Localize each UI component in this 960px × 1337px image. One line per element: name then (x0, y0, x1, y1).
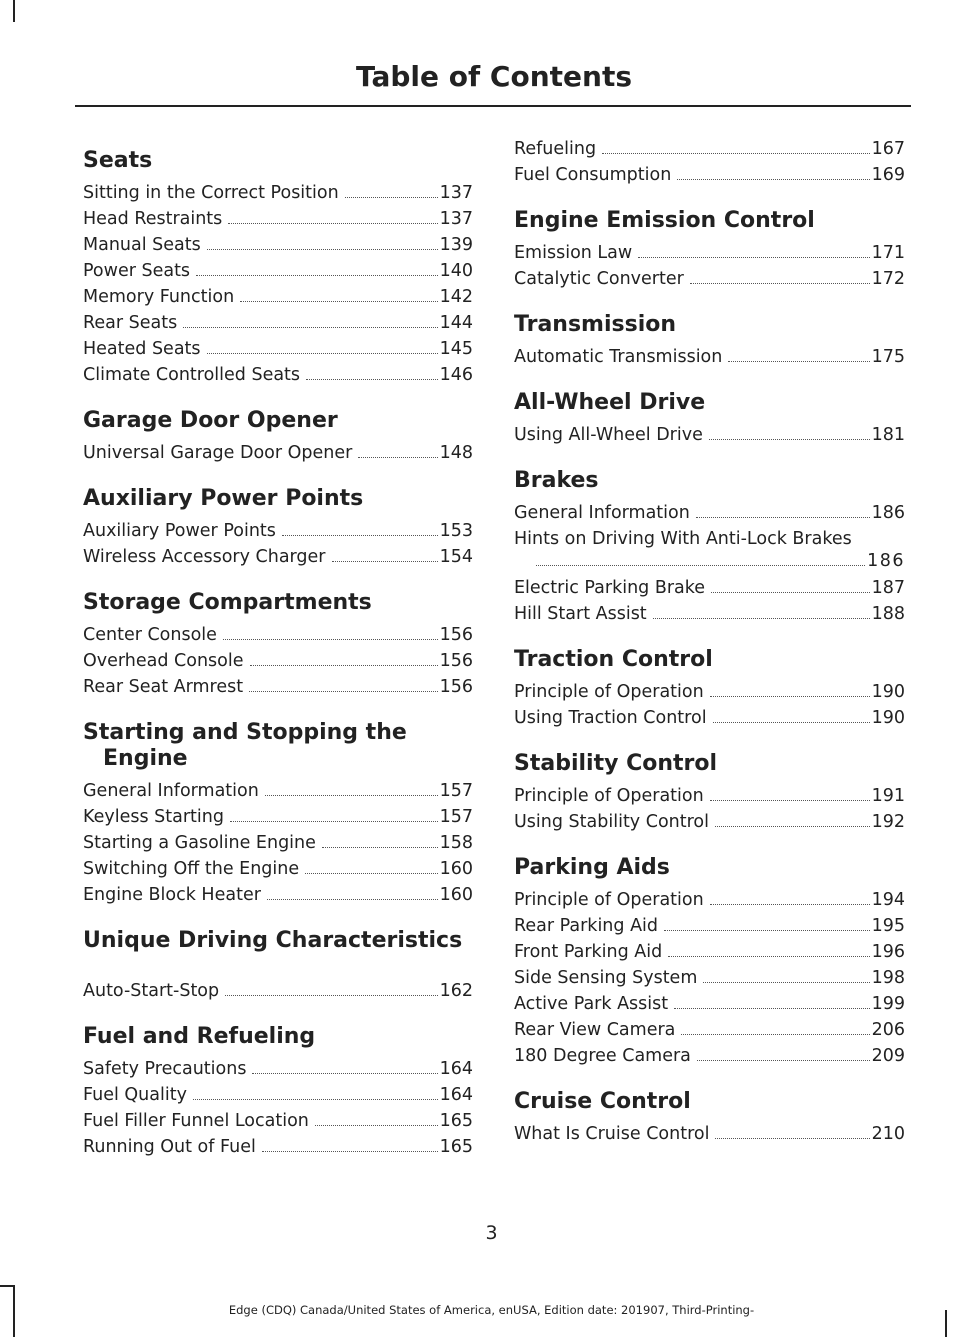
toc-entry[interactable] (514, 1043, 905, 1069)
section-heading: Parking Aids (514, 855, 670, 880)
entry-label: Fuel Consumption (514, 165, 672, 185)
entry-label: Starting a Gasoline Engine (83, 833, 316, 853)
toc-entry[interactable] (83, 648, 473, 674)
entry-page: 190 (871, 708, 905, 728)
section-heading: Traction Control (514, 647, 713, 672)
toc-entry[interactable] (514, 575, 905, 601)
dot-leader (710, 696, 870, 697)
toc-entry[interactable] (514, 783, 905, 809)
dot-leader (711, 592, 870, 593)
toc-entry[interactable] (83, 1056, 473, 1082)
entry-page: 191 (871, 786, 905, 806)
entry-label: Universal Garage Door Opener (83, 443, 353, 463)
section-heading: Fuel and Refueling (83, 1024, 316, 1049)
entry-page: 210 (871, 1124, 905, 1144)
entry-label: Auxiliary Power Points (83, 521, 276, 541)
entry-label: Keyless Starting (83, 807, 224, 827)
dot-leader (703, 982, 869, 983)
toc-entry[interactable] (514, 991, 905, 1017)
dot-leader (207, 353, 438, 354)
section-heading: Auxiliary Power Points (83, 486, 364, 511)
entry-label: Rear Seat Armrest (83, 677, 244, 697)
dot-leader (681, 1034, 869, 1035)
page-number: 3 (485, 1222, 498, 1244)
toc-right-column (514, 136, 905, 1147)
dot-leader (249, 691, 437, 692)
toc-entry[interactable] (83, 180, 473, 206)
toc-entry[interactable] (83, 440, 473, 466)
toc-entry[interactable] (514, 913, 905, 939)
entry-label: Side Sensing System (514, 968, 698, 988)
entry-page: 172 (871, 269, 905, 289)
dot-leader (715, 826, 870, 827)
entry-label: General Information (83, 781, 259, 801)
toc-entry[interactable] (514, 1017, 905, 1043)
entry-label: Power Seats (83, 261, 191, 281)
toc-entry[interactable] (83, 856, 473, 882)
footer-edition-text: Edge (CDQ) Canada/United States of America, enUSA, Edition date: 201907, Third-Printing- (228, 1303, 755, 1317)
toc-entry[interactable] (83, 362, 473, 388)
dot-leader (332, 561, 438, 562)
entry-page: 196 (871, 942, 905, 962)
dot-leader (536, 565, 865, 566)
entry-page: 186 (867, 551, 905, 571)
dot-leader (306, 379, 438, 380)
entry-page: 167 (871, 139, 905, 159)
dot-leader (267, 899, 438, 900)
entry-label: Using Stability Control (514, 812, 709, 832)
toc-section (514, 312, 905, 370)
entry-page: 164 (439, 1059, 473, 1079)
toc-entry[interactable] (514, 705, 905, 731)
toc-entry[interactable] (83, 1108, 473, 1134)
entry-page: 160 (439, 859, 473, 879)
toc-entry[interactable] (83, 518, 473, 544)
section-heading: Starting and Stopping the Engine (83, 720, 407, 771)
entry-label: Fuel Filler Funnel Location (83, 1111, 309, 1131)
toc-entry[interactable] (83, 804, 473, 830)
entry-label: 180 Degree Camera (514, 1046, 691, 1066)
dot-leader (710, 904, 870, 905)
dot-leader (282, 535, 438, 536)
toc-section (514, 647, 905, 731)
dot-leader (196, 275, 438, 276)
toc-entry[interactable] (514, 422, 905, 448)
entry-page: 139 (439, 235, 473, 255)
entry-leader-line (514, 550, 905, 572)
dot-leader (315, 1125, 438, 1126)
entry-label: Sitting in the Correct Position (83, 183, 339, 203)
entry-label: Head Restraints (83, 209, 223, 229)
page-title: Table of Contents (355, 60, 632, 93)
entry-label: Safety Precautions (83, 1059, 247, 1079)
section-heading: Transmission (514, 312, 677, 337)
dot-leader (709, 439, 870, 440)
entry-label: Auto-Start-Stop (83, 981, 220, 1001)
dot-leader (697, 1060, 870, 1061)
toc-left-column (83, 136, 473, 1160)
dot-leader (250, 665, 438, 666)
entry-page: 156 (439, 651, 473, 671)
entry-page: 160 (439, 885, 473, 905)
toc-section (514, 208, 905, 292)
entry-page: 199 (871, 994, 905, 1014)
toc-section (514, 751, 905, 835)
toc-entry[interactable] (514, 528, 905, 572)
entry-label: Manual Seats (83, 235, 201, 255)
dot-leader (223, 639, 438, 640)
entry-label: Switching Off the Engine (83, 859, 300, 879)
entry-label: Catalytic Converter (514, 269, 684, 289)
dot-leader (653, 618, 870, 619)
section-heading: Engine Emission Control (514, 208, 815, 233)
entry-page: 156 (439, 625, 473, 645)
entry-page: 165 (439, 1111, 473, 1131)
crop-mark-bottom-left-h (0, 1285, 15, 1287)
toc-entry[interactable] (83, 206, 473, 232)
entry-label: What Is Cruise Control (514, 1124, 710, 1144)
toc-section (83, 720, 473, 908)
toc-entry[interactable] (514, 965, 905, 991)
toc-section (83, 928, 473, 1004)
entry-page: 140 (439, 261, 473, 281)
dot-leader (715, 1138, 869, 1139)
section-heading: All-Wheel Drive (514, 390, 706, 415)
entry-label: Rear Seats (83, 313, 178, 333)
dot-leader (225, 995, 437, 996)
toc-section (514, 468, 905, 627)
entry-page: 192 (871, 812, 905, 832)
entry-page: 137 (439, 183, 473, 203)
entry-page: 206 (871, 1020, 905, 1040)
entry-page: 198 (871, 968, 905, 988)
entry-label: Hill Start Assist (514, 604, 647, 624)
toc-entry[interactable] (514, 601, 905, 627)
toc-entry[interactable] (514, 679, 905, 705)
entry-label: Principle of Operation (514, 786, 704, 806)
entry-page: 169 (871, 165, 905, 185)
entry-label: Hints on Driving With Anti-Lock Brakes (514, 529, 852, 549)
toc-entry[interactable] (83, 778, 473, 804)
dot-leader (262, 1151, 438, 1152)
dot-leader (193, 1099, 438, 1100)
dot-leader (305, 873, 437, 874)
entry-label: Running Out of Fuel (83, 1137, 256, 1157)
entry-label: Heated Seats (83, 339, 201, 359)
toc-entry[interactable] (514, 1121, 905, 1147)
entry-page: 209 (871, 1046, 905, 1066)
entry-page: 146 (439, 365, 473, 385)
dot-leader (230, 821, 438, 822)
dot-leader (183, 327, 437, 328)
toc-entry[interactable] (514, 136, 905, 162)
entry-page: 195 (871, 916, 905, 936)
dot-leader (728, 361, 869, 362)
dot-leader (602, 153, 870, 154)
entry-label: Rear Parking Aid (514, 916, 659, 936)
toc-entry[interactable] (83, 310, 473, 336)
entry-page: 154 (439, 547, 473, 567)
entry-page: 187 (871, 578, 905, 598)
toc-entry[interactable] (514, 266, 905, 292)
entry-label: Wireless Accessory Charger (83, 547, 326, 567)
entry-label: General Information (514, 503, 690, 523)
entry-page: 145 (439, 339, 473, 359)
toc-section (83, 590, 473, 700)
dot-leader (252, 1073, 437, 1074)
dot-leader (638, 257, 869, 258)
entry-label: Fuel Quality (83, 1085, 187, 1105)
dot-leader (696, 517, 870, 518)
toc-entry[interactable] (514, 162, 905, 188)
entry-page: 144 (439, 313, 473, 333)
dot-leader (710, 800, 870, 801)
toc-entry[interactable] (83, 258, 473, 284)
section-heading: Unique Driving Characteristics (83, 928, 463, 953)
entry-page: 158 (439, 833, 473, 853)
section-heading: Brakes (514, 468, 599, 493)
entry-page: 153 (439, 521, 473, 541)
dot-leader (265, 795, 438, 796)
crop-mark-top-left (13, 0, 15, 22)
entry-label: Center Console (83, 625, 217, 645)
entry-page: 164 (439, 1085, 473, 1105)
entry-page: 157 (439, 781, 473, 801)
toc-entry[interactable] (514, 240, 905, 266)
entry-label: Active Park Assist (514, 994, 669, 1014)
toc-entry[interactable] (83, 284, 473, 310)
entry-page: 156 (439, 677, 473, 697)
dot-leader (677, 179, 869, 180)
toc-entry[interactable] (83, 674, 473, 700)
entry-page: 181 (871, 425, 905, 445)
section-heading: Storage Compartments (83, 590, 372, 615)
toc-entry[interactable] (514, 809, 905, 835)
toc-section (83, 148, 473, 388)
toc-section (83, 1024, 473, 1160)
entry-page: 157 (439, 807, 473, 827)
header-divider (75, 105, 911, 107)
dot-leader (358, 457, 437, 458)
toc-section (514, 136, 905, 188)
toc-entry[interactable] (83, 544, 473, 570)
toc-entry[interactable] (83, 232, 473, 258)
section-heading: Garage Door Opener (83, 408, 338, 433)
entry-label: Rear View Camera (514, 1020, 676, 1040)
entry-label: Using All-Wheel Drive (514, 425, 703, 445)
dot-leader (674, 1008, 869, 1009)
entry-page: 175 (871, 347, 905, 367)
toc-entry[interactable] (83, 830, 473, 856)
toc-section (514, 855, 905, 1069)
toc-section (514, 1089, 905, 1147)
entry-page: 162 (439, 981, 473, 1001)
entry-label: Engine Block Heater (83, 885, 261, 905)
entry-label: Refueling (514, 139, 597, 159)
entry-label: Overhead Console (83, 651, 244, 671)
entry-label: Climate Controlled Seats (83, 365, 301, 385)
entry-label: Using Traction Control (514, 708, 707, 728)
entry-label: Principle of Operation (514, 682, 704, 702)
entry-page: 142 (439, 287, 473, 307)
toc-section (83, 486, 473, 570)
toc-entry[interactable] (514, 500, 905, 526)
entry-page: 194 (871, 890, 905, 910)
dot-leader (668, 956, 869, 957)
entry-label: Emission Law (514, 243, 633, 263)
toc-entry[interactable] (83, 1134, 473, 1160)
toc-section (83, 408, 473, 466)
dot-leader (664, 930, 870, 931)
toc-section (514, 390, 905, 448)
entry-label: Electric Parking Brake (514, 578, 706, 598)
toc-entry[interactable] (83, 336, 473, 362)
section-heading: Seats (83, 148, 153, 173)
entry-page: 171 (871, 243, 905, 263)
entry-page: 186 (871, 503, 905, 523)
entry-page: 148 (439, 443, 473, 463)
entry-page: 137 (439, 209, 473, 229)
entry-label: Memory Function (83, 287, 235, 307)
toc-entry[interactable] (514, 887, 905, 913)
dot-leader (240, 301, 437, 302)
entry-page: 165 (439, 1137, 473, 1157)
entry-page: 188 (871, 604, 905, 624)
dot-leader (207, 249, 438, 250)
entry-label: Front Parking Aid (514, 942, 663, 962)
entry-label: Principle of Operation (514, 890, 704, 910)
section-heading: Stability Control (514, 751, 718, 776)
entry-label: Automatic Transmission (514, 347, 723, 367)
toc-entry[interactable] (83, 622, 473, 648)
toc-entry[interactable] (514, 344, 905, 370)
dot-leader (322, 847, 438, 848)
dot-leader (345, 197, 438, 198)
toc-entry[interactable] (83, 882, 473, 908)
toc-entry[interactable] (83, 978, 473, 1004)
section-heading: Cruise Control (514, 1089, 691, 1114)
dot-leader (228, 223, 437, 224)
toc-entry[interactable] (83, 1082, 473, 1108)
dot-leader (690, 283, 870, 284)
toc-entry[interactable] (514, 939, 905, 965)
entry-page: 190 (871, 682, 905, 702)
dot-leader (713, 722, 870, 723)
